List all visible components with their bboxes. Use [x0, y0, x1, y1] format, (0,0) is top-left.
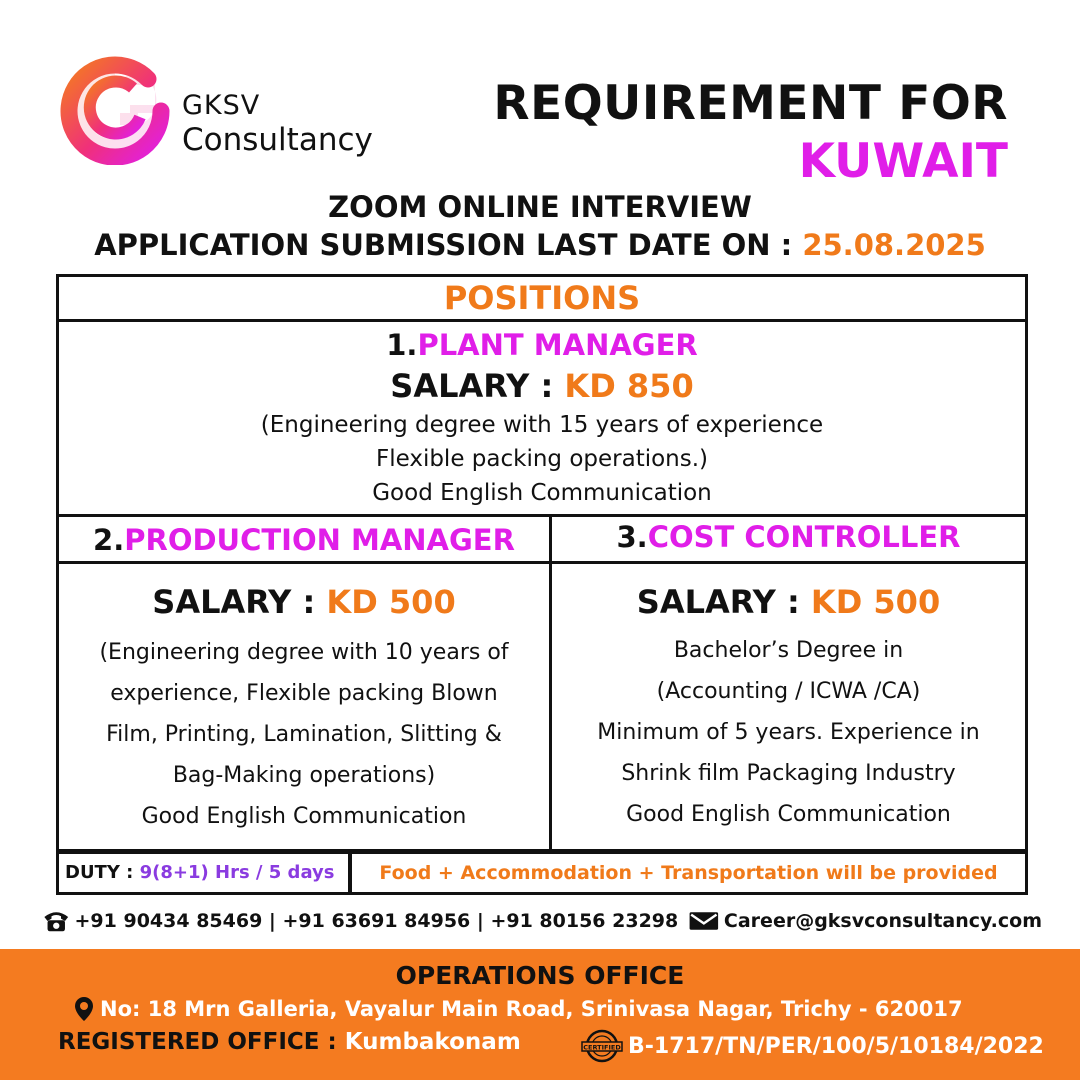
position-detail: (Engineering degree with 10 years of — [99, 640, 509, 665]
brand-name-line2: Consultancy — [182, 122, 373, 158]
position-title-row — [59, 326, 1025, 364]
position-card-plant-manager — [56, 319, 1028, 517]
positions-title: POSITIONS — [443, 279, 641, 317]
footer-bar — [0, 949, 1080, 1080]
registered-office-row — [58, 1029, 521, 1055]
positions-header-cell — [56, 274, 1028, 322]
position-detail: Minimum of 5 years. Experience in — [597, 720, 980, 745]
duty-label: DUTY : — [65, 862, 134, 883]
position-detail: Shrink film Packaging Industry — [621, 761, 956, 786]
address-row — [72, 995, 1032, 1023]
license-row — [580, 1029, 1044, 1063]
position-title-row — [552, 517, 1025, 557]
position-card-production-manager — [56, 561, 552, 852]
deadline-line — [0, 228, 1080, 262]
envelope-icon — [688, 907, 720, 935]
position-title: PLANT MANAGER — [417, 328, 698, 362]
salary-row — [59, 364, 1025, 408]
office-address: No: 18 Mrn Galleria, Vayalur Main Road, Srinivasa Nagar, Trichy - 620017 — [100, 997, 963, 1021]
position-card-cost-controller — [549, 561, 1028, 852]
salary-value: KD 850 — [564, 367, 694, 405]
interview-mode: ZOOM ONLINE INTERVIEW — [328, 190, 752, 224]
duty-cell — [56, 851, 351, 895]
registered-label: REGISTERED OFFICE : — [58, 1029, 337, 1055]
certified-stamp-icon — [580, 1029, 624, 1063]
deadline-date: 25.08.2025 — [802, 228, 986, 262]
operations-title: OPERATIONS OFFICE — [395, 961, 685, 990]
headline-country: KUWAIT — [798, 134, 1008, 189]
location-pin-icon — [72, 995, 96, 1023]
stamp-text: CERTIFIED — [583, 1043, 621, 1052]
registered-value: Kumbakonam — [344, 1029, 521, 1055]
benefits-text: Food + Accommodation + Transportation will be provided — [379, 862, 998, 884]
position-detail: Good English Communication — [141, 804, 467, 829]
salary-label: SALARY : — [636, 583, 800, 621]
phone-numbers[interactable]: +91 90434 85469 | +91 63691 84956 | +91 80156 23298 — [74, 910, 679, 932]
position-title-row — [59, 517, 549, 563]
telephone-icon — [42, 906, 71, 936]
position-detail: Bachelor’s Degree in — [673, 638, 904, 663]
position-detail: experience, Flexible packing Blown — [110, 681, 498, 706]
position-number: 1. — [386, 328, 418, 362]
duty-value: 9(8+1) Hrs / 5 days — [139, 862, 335, 883]
position-number: 2. — [93, 523, 125, 557]
position-header-production-manager — [56, 514, 552, 564]
position-number: 3. — [616, 520, 648, 554]
position-detail: Film, Printing, Lamination, Slitting & — [106, 722, 502, 747]
position-detail: (Engineering degree with 15 years of experience — [260, 412, 824, 438]
contact-row — [42, 905, 1042, 937]
license-number: B-1717/TN/PER/100/5/10184/2022 — [628, 1033, 1044, 1059]
position-title: PRODUCTION MANAGER — [124, 523, 515, 557]
position-detail: Bag-Making operations) — [172, 763, 436, 788]
salary-label: SALARY : — [390, 367, 554, 405]
duty-row — [59, 854, 348, 892]
headline-requirement: REQUIREMENT FOR — [493, 76, 1008, 131]
salary-value: KD 500 — [326, 583, 456, 621]
deadline-label: APPLICATION SUBMISSION LAST DATE ON : — [94, 228, 793, 262]
brand-name-line1: GKSV — [182, 90, 261, 121]
salary-label: SALARY : — [152, 583, 316, 621]
salary-row — [59, 580, 549, 624]
position-detail: Good English Communication — [626, 802, 951, 827]
position-detail: Flexible packing operations.) — [375, 446, 709, 472]
gksv-logo-icon — [60, 55, 170, 165]
position-title: COST CONTROLLER — [647, 520, 961, 554]
position-header-cost-controller — [549, 514, 1028, 564]
salary-row — [552, 580, 1025, 624]
position-detail: (Accounting / ICWA /CA) — [656, 679, 921, 704]
email-link[interactable]: Career@gksvconsultancy.com — [723, 910, 1042, 932]
position-detail: Good English Communication — [372, 480, 712, 506]
benefits-cell — [349, 851, 1028, 895]
salary-value: KD 500 — [810, 583, 941, 621]
